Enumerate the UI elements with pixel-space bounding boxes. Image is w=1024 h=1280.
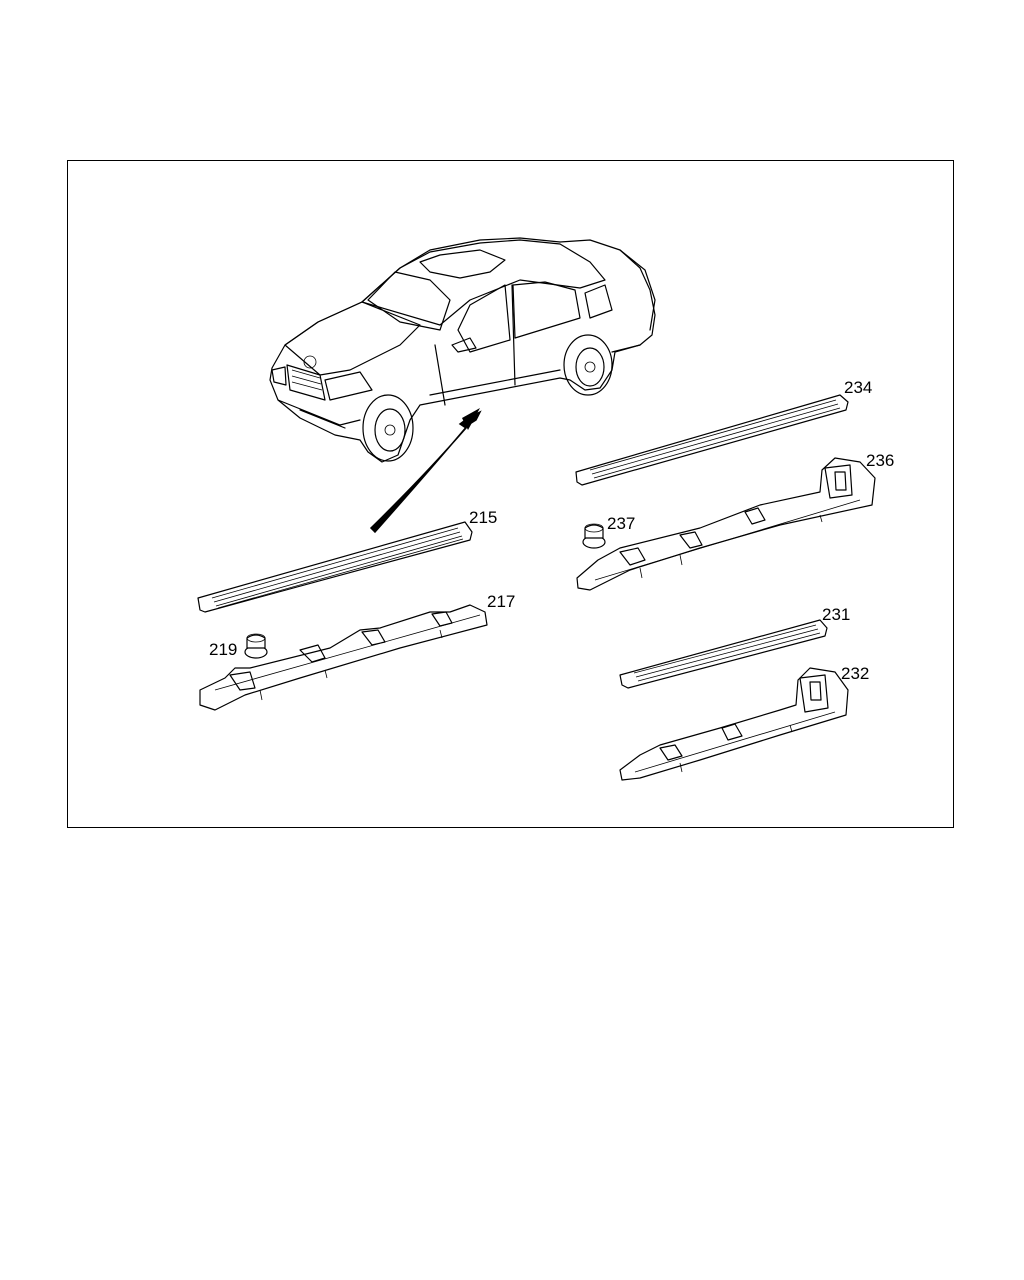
callout-217: 217 [487, 592, 516, 611]
sill-trim-strip-215 [198, 522, 472, 612]
callout-236: 236 [866, 451, 895, 470]
sill-trim-strip-234 [576, 395, 848, 485]
callout-232: 232 [841, 664, 870, 683]
callout-219: 219 [209, 640, 238, 659]
callout-237: 237 [607, 514, 636, 533]
mounting-bracket-217 [200, 605, 487, 710]
clip-219 [245, 634, 267, 658]
callout-234: 234 [844, 378, 873, 397]
callout-215: 215 [469, 508, 498, 527]
mounting-bracket-232 [620, 668, 848, 780]
callout-231: 231 [822, 605, 851, 624]
arrow-indicator [371, 408, 480, 532]
clip-237 [583, 524, 605, 548]
sill-trim-strip-231 [620, 620, 827, 688]
car-illustration [270, 238, 655, 462]
